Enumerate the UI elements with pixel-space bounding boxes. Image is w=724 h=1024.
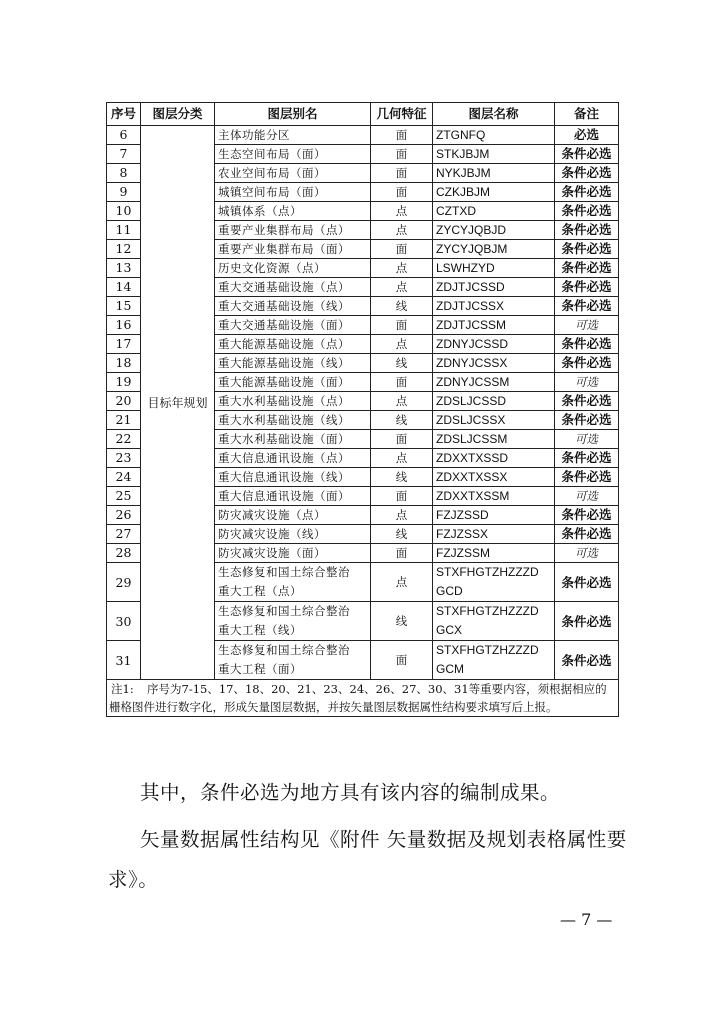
cell-geometry: 面 [371,487,433,506]
cell-seq: 30 [107,602,141,641]
cell-alias [215,641,371,680]
cell-note: 条件必选 [555,240,619,259]
cell-note: 条件必选 [555,145,619,164]
alias-line: 重大工程（面） [218,662,302,676]
cell-alias: 重大水利基础设施（线） [215,411,371,430]
cell-seq: 28 [107,544,141,563]
cell-geometry: 面 [371,126,433,145]
cell-name: ZYCYJQBJD [433,221,555,240]
cell-alias: 防灾减灾设施（面） [215,544,371,563]
cell-name: FZJZSSM [433,544,555,563]
cell-geometry: 线 [371,525,433,544]
cell-alias: 农业空间布局（面） [215,164,371,183]
cell-note: 可选 [555,430,619,449]
cell-geometry: 面 [371,373,433,392]
cell-seq: 12 [107,240,141,259]
cell-alias: 历史文化资源（点） [215,259,371,278]
cell-note: 条件必选 [555,164,619,183]
cell-seq: 27 [107,525,141,544]
cell-geometry: 面 [371,145,433,164]
cell-name: ZDXXTXSSX [433,468,555,487]
footnote-cell [107,680,619,717]
table-header-row [107,103,619,126]
cell-seq: 8 [107,164,141,183]
cell-name: ZDJTJCSSM [433,316,555,335]
cell-geometry: 点 [371,392,433,411]
cell-name: ZDSLJCSSD [433,392,555,411]
cell-name: CZKJBJM [433,183,555,202]
cell-alias: 重大能源基础设施（线） [215,354,371,373]
cell-name: ZYCYJQBJM [433,240,555,259]
cell-geometry: 线 [371,602,433,641]
cell-name: STKJBJM [433,145,555,164]
cell-name: ZDJTJCSSX [433,297,555,316]
name-line: STXFHGTZHZZZD [436,565,539,579]
cell-seq: 29 [107,563,141,602]
cell-note: 条件必选 [555,563,619,602]
cell-note: 条件必选 [555,468,619,487]
cell-note: 可选 [555,544,619,563]
cell-note: 可选 [555,316,619,335]
cell-alias: 主体功能分区 [215,126,371,145]
cell-geometry: 点 [371,506,433,525]
cell-geometry: 点 [371,449,433,468]
cell-geometry: 线 [371,297,433,316]
cell-seq: 19 [107,373,141,392]
cell-geometry: 面 [371,164,433,183]
cell-name: ZDXXTXSSM [433,487,555,506]
table-row [107,126,619,145]
alias-line: 生态修复和国土综合整治 [218,604,350,618]
cell-geometry: 面 [371,183,433,202]
cell-seq: 11 [107,221,141,240]
cell-name: ZDNYJCSSX [433,354,555,373]
cell-geometry: 点 [371,221,433,240]
cell-name: ZDNYJCSSD [433,335,555,354]
alias-line: 重大工程（点） [218,584,302,598]
cell-note: 条件必选 [555,202,619,221]
cell-name [433,602,555,641]
cell-geometry: 点 [371,563,433,602]
cell-alias: 重大能源基础设施（点） [215,335,371,354]
cell-alias [215,602,371,641]
cell-seq: 13 [107,259,141,278]
cell-note: 条件必选 [555,183,619,202]
cell-name: FZJZSSX [433,525,555,544]
cell-alias: 重要产业集群布局（面） [215,240,371,259]
paragraph-conditional-note: 其中，条件必选为地方具有该内容的编制成果。 [140,780,561,804]
cell-alias: 生态空间布局（面） [215,145,371,164]
cell-note: 条件必选 [555,525,619,544]
cell-name [433,563,555,602]
header-geometry: 几何特征 [371,103,433,126]
cell-seq: 7 [107,145,141,164]
cell-alias: 重大信息通讯设施（点） [215,449,371,468]
cell-seq: 18 [107,354,141,373]
header-seq: 序号 [107,103,141,126]
cell-seq: 26 [107,506,141,525]
cell-alias: 重要产业集群布局（点） [215,221,371,240]
cell-alias: 城镇空间布局（面） [215,183,371,202]
footnote-label: 注1: [111,682,134,696]
header-note: 备注 [555,103,619,126]
cell-note: 条件必选 [555,392,619,411]
cell-geometry: 面 [371,544,433,563]
cell-seq: 10 [107,202,141,221]
cell-note: 条件必选 [555,506,619,525]
cell-note: 必选 [555,126,619,145]
cell-note: 条件必选 [555,411,619,430]
cell-alias: 重大交通基础设施（面） [215,316,371,335]
paragraph-attribute-reference: 矢量数据属性结构见《附件 矢量数据及规划表格属性要求》。 [108,827,627,891]
cell-name: ZDNYJCSSM [433,373,555,392]
cell-seq: 25 [107,487,141,506]
cell-alias: 防灾减灾设施（点） [215,506,371,525]
cell-note: 条件必选 [555,354,619,373]
name-line: GCD [436,584,463,598]
cell-geometry: 点 [371,335,433,354]
cell-geometry: 点 [371,259,433,278]
cell-alias: 城镇体系（点） [215,202,371,221]
cell-note: 条件必选 [555,449,619,468]
cell-name: ZDXXTXSSD [433,449,555,468]
alias-line: 重大工程（线） [218,623,302,637]
cell-seq: 17 [107,335,141,354]
cell-geometry: 线 [371,411,433,430]
cell-note: 条件必选 [555,641,619,680]
cell-name: ZDJTJCSSD [433,278,555,297]
cell-note: 可选 [555,373,619,392]
cell-alias [215,563,371,602]
cell-seq: 20 [107,392,141,411]
cell-geometry: 面 [371,316,433,335]
alias-line: 生态修复和国土综合整治 [218,643,350,657]
cell-note: 条件必选 [555,221,619,240]
cell-alias: 重大交通基础设施（点） [215,278,371,297]
name-line: GCX [436,623,463,637]
cell-name: NYKJBJM [433,164,555,183]
cell-geometry: 点 [371,202,433,221]
name-line: GCM [436,662,464,676]
cell-alias: 重大能源基础设施（面） [215,373,371,392]
cell-note: 条件必选 [555,278,619,297]
cell-name: ZDSLJCSSM [433,430,555,449]
header-name: 图层名称 [433,103,555,126]
cell-geometry: 点 [371,278,433,297]
cell-alias: 重大水利基础设施（点） [215,392,371,411]
cell-geometry: 面 [371,240,433,259]
header-category: 图层分类 [141,103,215,126]
cell-seq: 21 [107,411,141,430]
cell-geometry: 面 [371,430,433,449]
cell-seq: 31 [107,641,141,680]
cell-seq: 23 [107,449,141,468]
cell-alias: 重大信息通讯设施（线） [215,468,371,487]
header-alias: 图层别名 [215,103,371,126]
layer-table [106,102,619,717]
cell-alias: 重大信息通讯设施（面） [215,487,371,506]
footnote-text: 序号为7-15、17、18、20、21、23、24、26、27、30、31等重要内容，须根据相应的栅格图件进行数字化，形成矢量图层数据，并按矢量图层数据属性结构要求填写后上报。 [109,682,607,714]
cell-note: 条件必选 [555,602,619,641]
cell-category: 目标年规划 [141,126,215,680]
cell-note: 条件必选 [555,297,619,316]
cell-seq: 15 [107,297,141,316]
cell-note: 条件必选 [555,335,619,354]
page-number: — 7 — [560,910,613,929]
footnote-row [107,680,619,717]
alias-line: 生态修复和国土综合整治 [218,565,350,579]
cell-alias: 防灾减灾设施（线） [215,525,371,544]
name-line: STXFHGTZHZZZD [436,604,539,618]
cell-note: 条件必选 [555,259,619,278]
cell-seq: 6 [107,126,141,145]
cell-seq: 9 [107,183,141,202]
cell-geometry: 线 [371,468,433,487]
cell-geometry: 面 [371,641,433,680]
cell-alias: 重大水利基础设施（面） [215,430,371,449]
cell-name: FZJZSSD [433,506,555,525]
cell-geometry: 线 [371,354,433,373]
cell-seq: 24 [107,468,141,487]
cell-seq: 16 [107,316,141,335]
cell-name: CZTXD [433,202,555,221]
cell-seq: 14 [107,278,141,297]
cell-note: 可选 [555,487,619,506]
cell-seq: 22 [107,430,141,449]
cell-alias: 重大交通基础设施（线） [215,297,371,316]
cell-name: ZTGNFQ [433,126,555,145]
cell-name: LSWHZYD [433,259,555,278]
cell-name: ZDSLJCSSX [433,411,555,430]
name-line: STXFHGTZHZZZD [436,643,539,657]
cell-name [433,641,555,680]
